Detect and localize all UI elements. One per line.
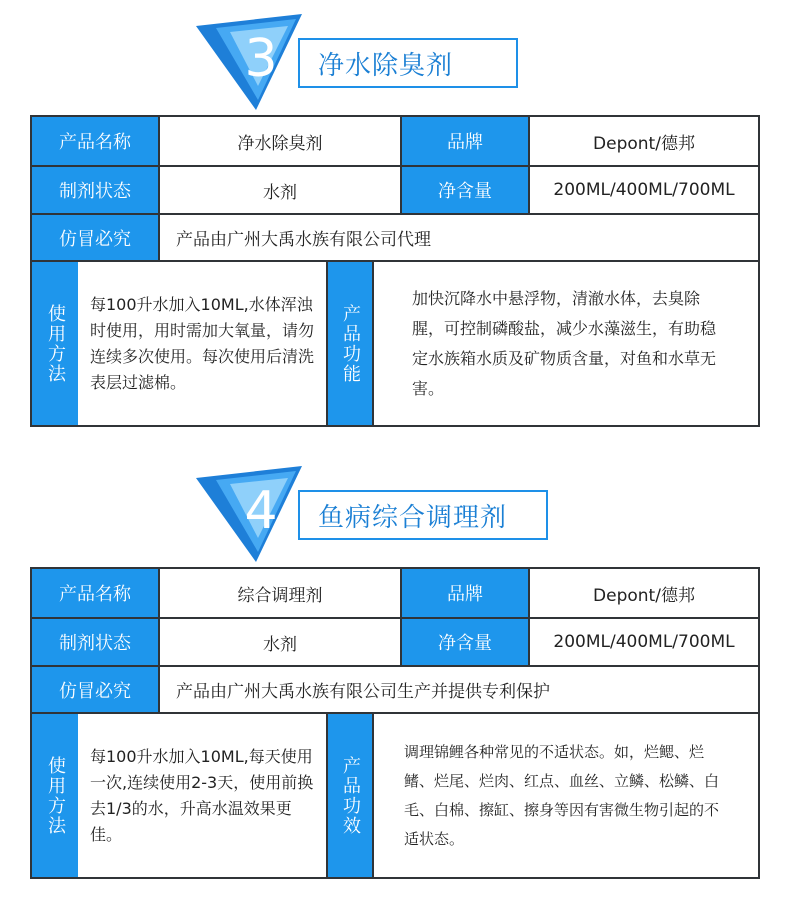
table-row	[32, 619, 758, 667]
product-name-label: 产品名称	[32, 569, 160, 617]
section-title: 鱼病综合调理剂	[298, 490, 548, 540]
anti-fake-value: 产品由广州大禹水族有限公司生产并提供专利保护	[176, 682, 550, 702]
volume-value: 200ML/400ML/700ML	[553, 180, 735, 200]
function-label: 产品功能	[328, 262, 374, 425]
section-number: 4	[244, 481, 278, 541]
product-name-label: 产品名称	[32, 117, 160, 165]
usage-text: 每100升水加入10ML,水体浑浊时使用，用时需加大氧量，请勿连续多次使用。每次使用后清洗表层过滤棉。	[78, 262, 328, 425]
table-row	[32, 167, 758, 215]
volume-value: 200ML/400ML/700ML	[553, 632, 735, 652]
volume-label: 净含量	[402, 619, 530, 665]
anti-fake-value: 产品由广州大禹水族有限公司代理	[176, 230, 431, 250]
section-title: 净水除臭剂	[298, 38, 518, 88]
spec-table	[30, 115, 760, 427]
brand-value: Depont/德邦	[593, 133, 695, 154]
usage-text: 每100升水加入10ML,每天使用一次,连续使用2-3天，使用前换去1/3的水，升高水温效果更佳。	[78, 714, 328, 877]
section-header	[0, 452, 790, 567]
volume-label: 净含量	[402, 167, 530, 213]
form-label: 制剂状态	[32, 619, 160, 665]
form-label: 制剂状态	[32, 167, 160, 213]
function-text: 加快沉降水中悬浮物，清澈水体，去臭除腥，可控制磷酸盐，减少水藻滋生，有助稳定水族箱水质及矿物质含量，对鱼和水草无害。	[412, 288, 717, 398]
table-row	[32, 569, 758, 619]
brand-label: 品牌	[402, 569, 530, 617]
anti-fake-label: 仿冒必究	[32, 215, 160, 260]
anti-fake-label: 仿冒必究	[32, 667, 160, 712]
usage-label: 使用方法	[32, 714, 78, 877]
usage-label: 使用方法	[32, 262, 78, 425]
table-row	[32, 714, 758, 877]
section-number: 3	[244, 29, 278, 89]
table-row	[32, 667, 758, 714]
form-value: 水剂	[160, 619, 402, 665]
product-name-value: 综合调理剂	[160, 569, 402, 617]
spec-table	[30, 567, 760, 879]
brand-label: 品牌	[402, 117, 530, 165]
function-text: 调理锦鲤各种常见的不适状态。如，烂鳃、烂鳍、烂尾、烂肉、红点、血丝、立鳞、松鳞、白毛、白棉、擦缸、擦身等因有害微生物引起的不适状态。	[404, 742, 720, 848]
table-row	[32, 215, 758, 262]
table-row	[32, 117, 758, 167]
product-name-value: 净水除臭剂	[160, 117, 402, 165]
function-label: 产品功效	[328, 714, 374, 877]
form-value: 水剂	[160, 167, 402, 213]
table-row	[32, 262, 758, 425]
brand-value: Depont/德邦	[593, 585, 695, 606]
section-header	[0, 0, 790, 115]
